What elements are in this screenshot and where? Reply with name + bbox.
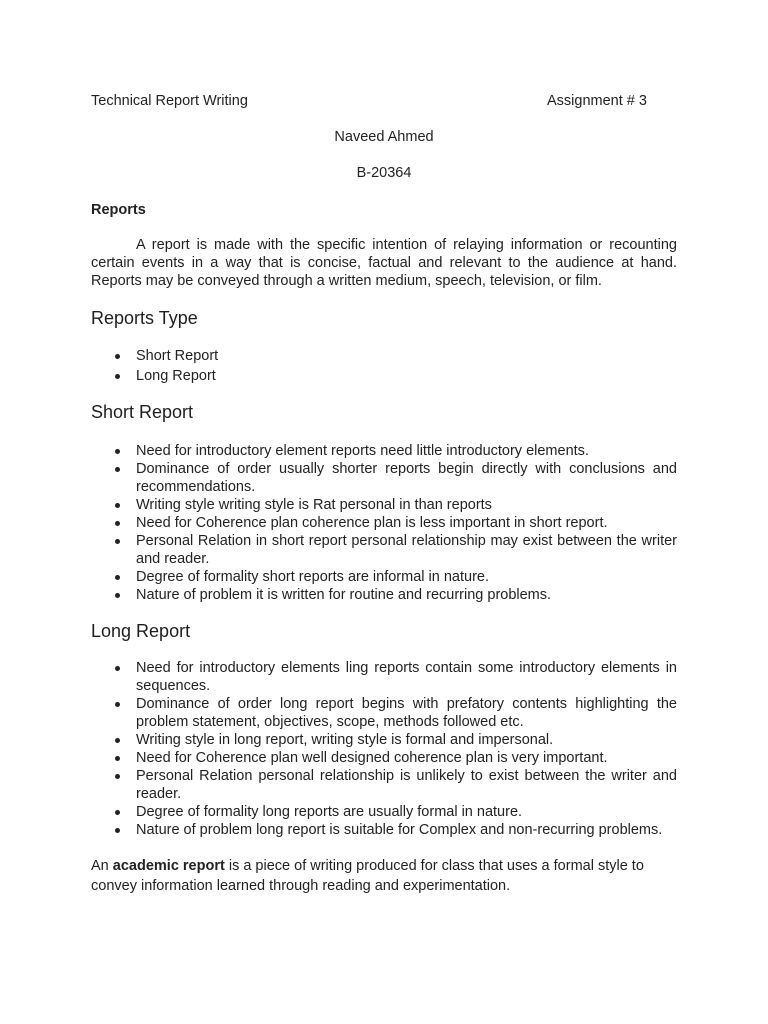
bullet-icon [115, 521, 120, 526]
list-item-text: Degree of formality long reports are usually formal in nature. [136, 804, 523, 820]
short-report-list [91, 442, 677, 604]
bullet-icon [115, 756, 120, 761]
bullet-icon [115, 449, 120, 454]
closing-suffix: is a piece of writing produced for class that uses a formal style to convey information learned through reading and experimentation. [91, 858, 644, 894]
list-item-text: Need for Coherence plan coherence plan is less important in short report. [136, 515, 608, 531]
list-item-text: Personal Relation in short report personal relationship may exist between the writer and reader. [136, 533, 677, 567]
heading-short-report: Short Report [91, 402, 194, 422]
list-item [136, 749, 677, 767]
closing-paragraph [91, 856, 677, 896]
bullet-icon [115, 575, 120, 580]
list-item [136, 514, 677, 532]
list-item-text: Short Report [136, 348, 219, 364]
list-item [136, 803, 677, 821]
bullet-icon [115, 593, 120, 598]
list-item [136, 695, 677, 731]
bullet-icon [115, 503, 120, 508]
bullet-icon [115, 354, 120, 359]
list-item [136, 767, 677, 803]
list-item-text: Need for introductory elements ling reports contain some introductory elements in sequences. [136, 660, 677, 694]
author-name: Naveed Ahmed [334, 129, 434, 145]
list-item [136, 586, 677, 604]
list-item [136, 821, 677, 839]
assignment-number: Assignment # 3 [547, 93, 647, 109]
section-heading-reports: Reports [91, 202, 146, 218]
bullet-icon [115, 738, 120, 743]
list-item-text: Degree of formality short reports are informal in nature. [136, 569, 489, 585]
list-item [136, 347, 677, 365]
bullet-icon [115, 467, 120, 472]
bullet-icon [115, 702, 120, 707]
list-item [136, 731, 677, 749]
long-report-list [91, 659, 677, 839]
list-item-text: Need for introductory element reports need little introductory elements. [136, 443, 589, 459]
list-item-text: Dominance of order long report begins with prefatory contents highlighting the problem statement, objectives, scope, methods followed etc. [136, 696, 677, 730]
bullet-icon [115, 539, 120, 544]
list-item-text: Writing style writing style is Rat personal in than reports [136, 497, 492, 513]
list-item-text: Nature of problem it is written for routine and recurring problems. [136, 587, 552, 603]
list-item [136, 367, 677, 385]
list-item [136, 460, 677, 496]
reports-type-list [91, 347, 677, 385]
bullet-icon [115, 810, 120, 815]
list-item-text: Personal Relation personal relationship is unlikely to exist between the writer and reader. [136, 768, 677, 802]
bullet-icon [115, 774, 120, 779]
student-id: B-20364 [356, 165, 412, 181]
list-item [136, 659, 677, 695]
list-item-text: Nature of problem long report is suitable for Complex and non-recurring problems. [136, 822, 663, 838]
list-item-text: Long Report [136, 368, 216, 384]
list-item-text: Need for Coherence plan well designed coherence plan is very important. [136, 750, 608, 766]
bullet-icon [115, 666, 120, 671]
list-item [136, 442, 677, 460]
list-item-text: Writing style in long report, writing style is formal and impersonal. [136, 732, 554, 748]
list-item-text: Dominance of order usually shorter reports begin directly with conclusions and recommendations. [136, 461, 677, 495]
closing-bold-term: academic report [112, 858, 225, 874]
closing-prefix: An [91, 858, 109, 874]
heading-reports-type: Reports Type [91, 308, 198, 328]
heading-long-report: Long Report [91, 621, 191, 641]
intro-paragraph: A report is made with the specific intention of relaying information or recounting certain events in a way that is concise, factual and relevant to the audience at hand. Reports may be conveyed through a written medium, speech, television, or film. [91, 237, 677, 289]
list-item [136, 532, 677, 568]
bullet-icon [115, 374, 120, 379]
document-header [91, 92, 677, 110]
course-title: Technical Report Writing [91, 93, 248, 109]
bullet-icon [115, 828, 120, 833]
list-item [136, 568, 677, 586]
list-item [136, 496, 677, 514]
